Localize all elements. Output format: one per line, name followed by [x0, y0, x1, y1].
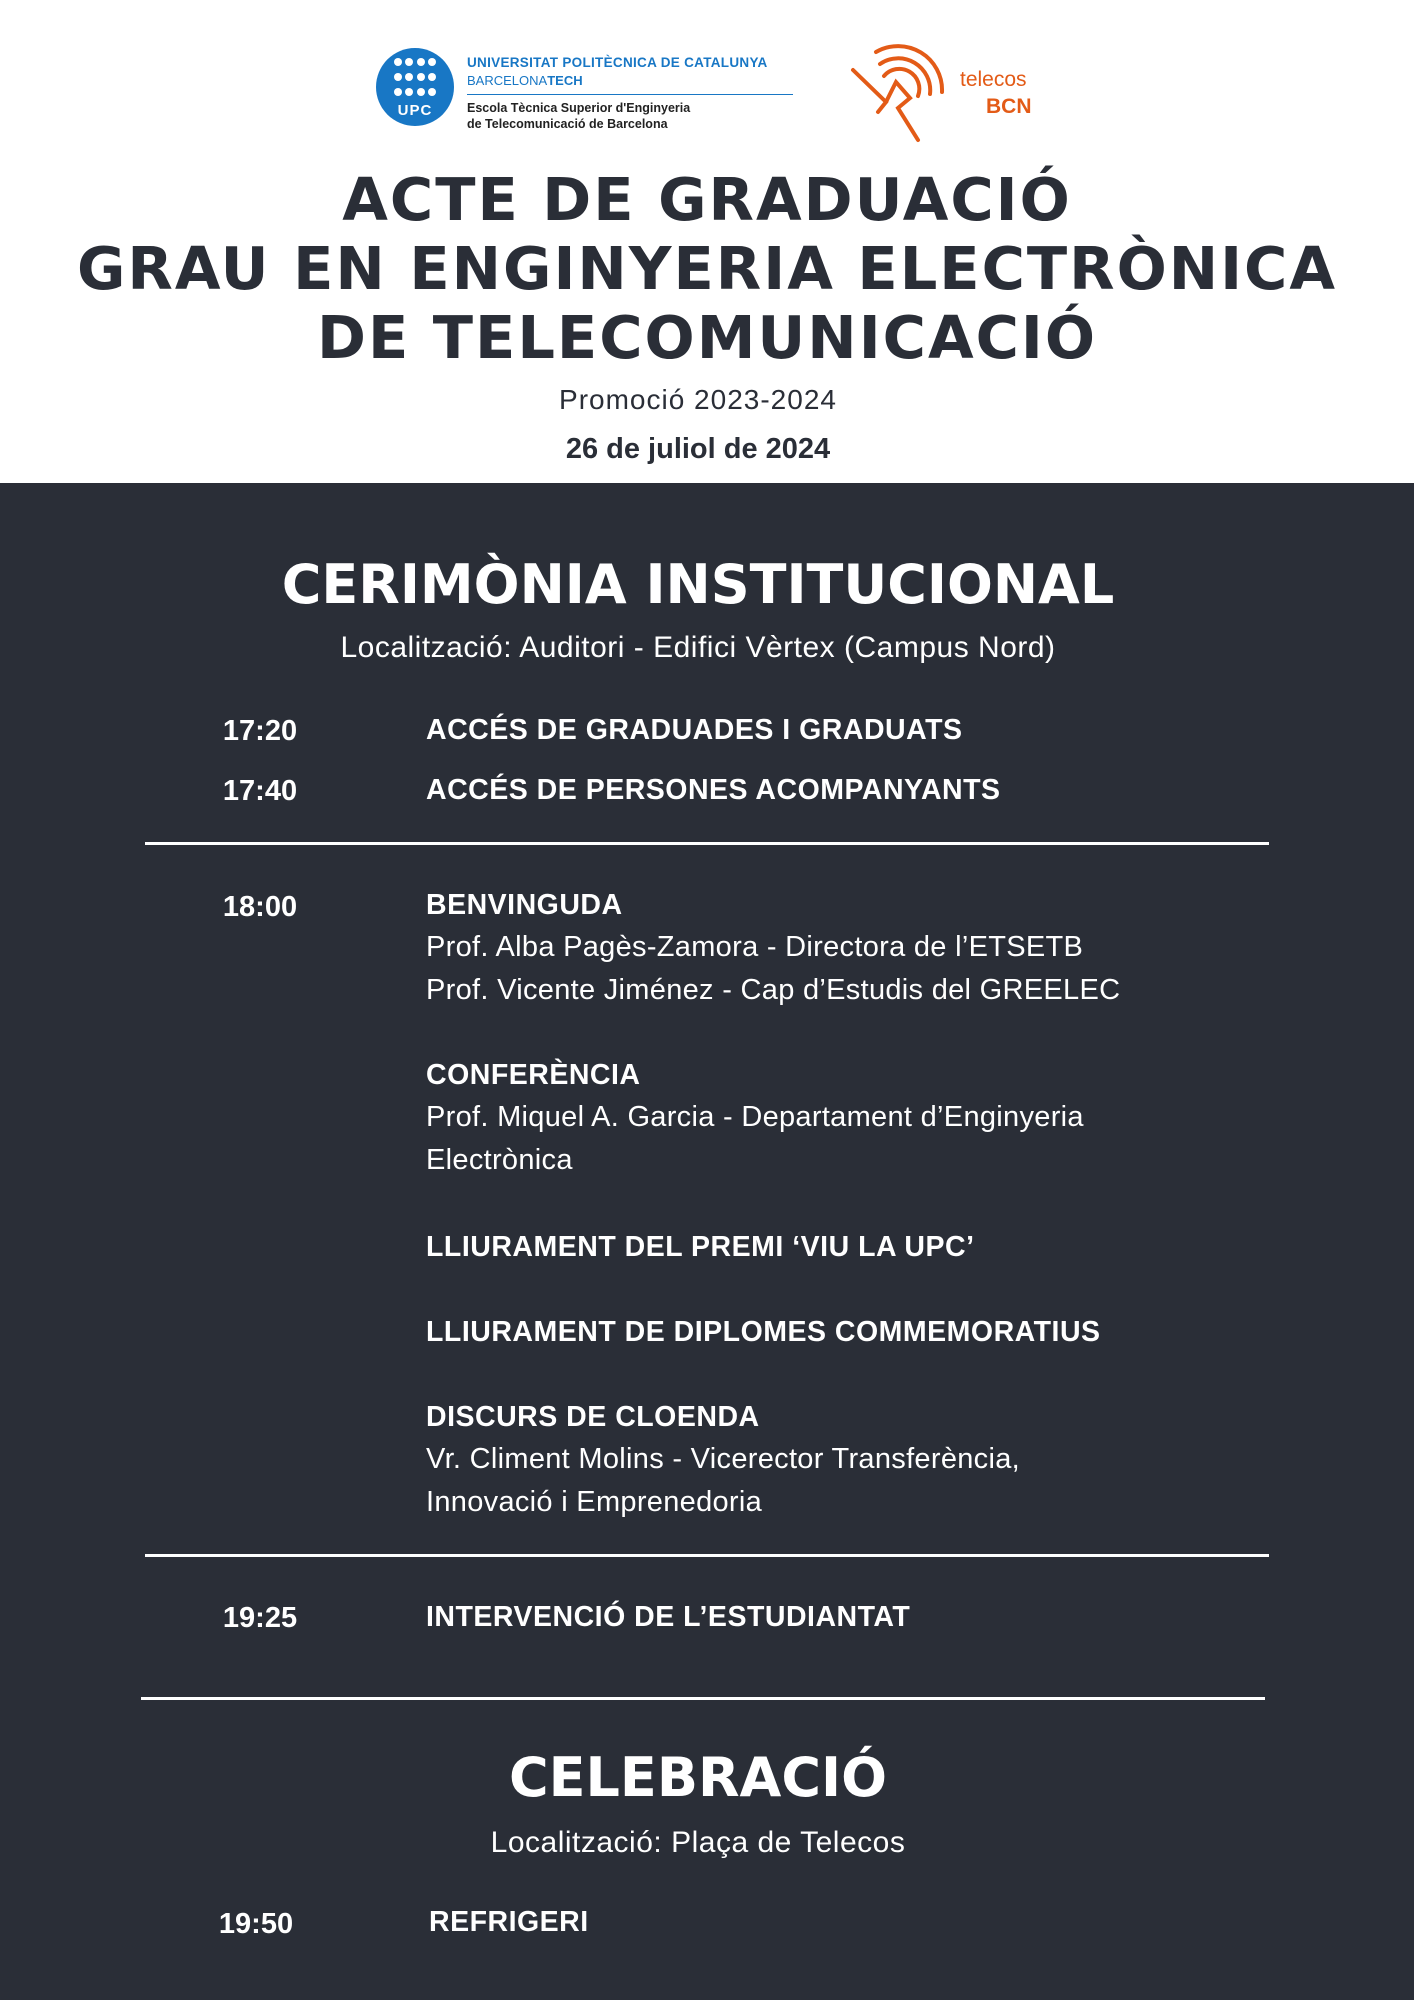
upc-university-name: UNIVERSITAT POLITÈCNICA DE CATALUNYA	[467, 55, 768, 70]
divider-3	[141, 1697, 1265, 1700]
access-time-2: 17:40	[222, 775, 298, 807]
access-label-2: ACCÉS DE PERSONES ACOMPANYANTS	[426, 774, 1001, 806]
welcome-speaker-1: Prof. Alba Pagès-Zamora - Directora de l’ETSETB	[426, 931, 1084, 963]
telecos-city: BCN	[986, 95, 1032, 118]
school-name-line2: de Telecomunicació de Barcelona	[467, 117, 668, 131]
title-line-3: DE TELECOMUNICACIÓ	[316, 303, 1098, 372]
conference-title: CONFERÈNCIA	[426, 1059, 641, 1091]
upc-city-b: TECH	[547, 73, 583, 88]
access-time-1: 17:20	[222, 715, 298, 747]
students-time: 19:25	[222, 1602, 298, 1634]
event-date: 26 de juliol de 2024	[565, 433, 831, 465]
promotion: Promoció 2023-2024	[559, 384, 837, 415]
closing-title: DISCURS DE CLOENDA	[426, 1401, 760, 1433]
students-title: INTERVENCIÓ DE L’ESTUDIANTAT	[426, 1601, 911, 1633]
celebration-time: 19:50	[218, 1908, 294, 1940]
school-name-line1: Escola Tècnica Superior d'Enginyeria	[467, 101, 691, 115]
page-title	[0, 165, 1414, 372]
conference-speaker-line-1: Prof. Miquel A. Garcia - Departament d’Enginyeria	[426, 1101, 1084, 1133]
title-line-2: GRAU EN ENGINYERIA ELECTRÒNICA	[76, 234, 1338, 303]
conference-speaker-line-2: Electrònica	[426, 1144, 573, 1176]
poster-header	[0, 0, 1414, 483]
celebration-location: Localització: Plaça de Telecos	[490, 1826, 906, 1859]
upc-city-a: BARCELONA	[467, 73, 548, 88]
access-label-1: ACCÉS DE GRADUADES I GRADUATS	[426, 714, 963, 746]
award-title: LLIURAMENT DEL PREMI ‘VIU LA UPC’	[426, 1231, 975, 1263]
upc-logo-icon	[376, 48, 454, 126]
telecos-antenna-icon	[848, 40, 948, 145]
upc-city	[467, 73, 583, 88]
main-time: 18:00	[222, 891, 298, 923]
telecos-name: telecos	[960, 68, 1027, 91]
ceremony-location: Localització: Auditori - Edifici Vèrtex (Campus Nord)	[340, 631, 1056, 664]
divider-2	[145, 1554, 1269, 1557]
welcome-speaker-2: Prof. Vicente Jiménez - Cap d’Estudis del GREELEC	[426, 974, 1121, 1006]
diplomas-title: LLIURAMENT DE DIPLOMES COMMEMORATIUS	[426, 1316, 1101, 1348]
title-line-1: ACTE DE GRADUACIÓ	[342, 165, 1072, 234]
upc-divider	[467, 94, 793, 95]
closing-speaker-line-1: Vr. Climent Molins - Vicerector Transferència,	[426, 1443, 1020, 1475]
welcome-title: BENVINGUDA	[426, 889, 623, 921]
celebration-label: REFRIGERI	[429, 1906, 589, 1938]
divider-1	[145, 842, 1269, 845]
closing-speaker-line-2: Innovació i Emprenedoria	[426, 1486, 763, 1518]
logos	[0, 40, 1414, 150]
ceremony-title: CERIMÒNIA INSTITUCIONAL	[281, 553, 1115, 616]
celebration-title: CELEBRACIÓ	[509, 1746, 887, 1809]
upc-badge-text: UPC	[397, 102, 433, 119]
